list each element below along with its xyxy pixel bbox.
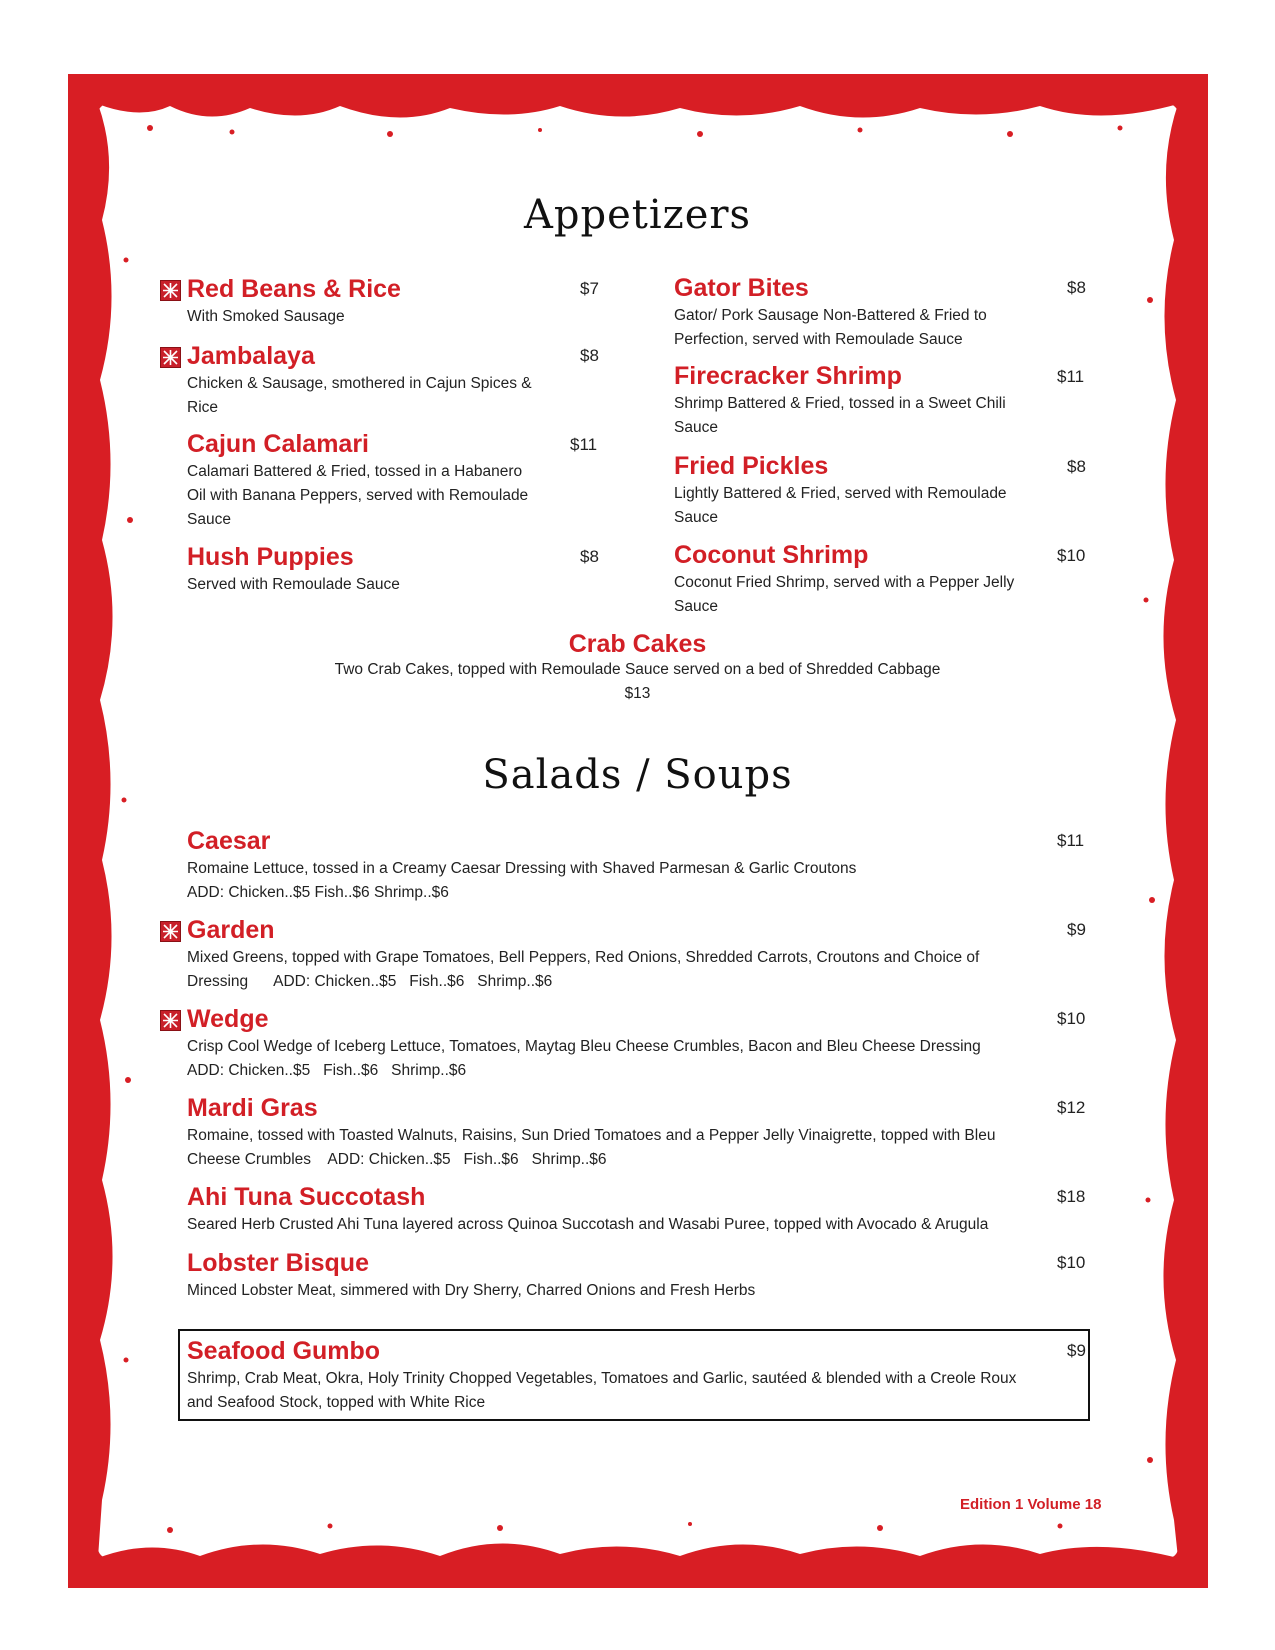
item-desc: Minced Lobster Meat, simmered with Dry Sherry, Charred Onions and Fresh Herbs <box>187 1282 756 1299</box>
item-price: $12 <box>1057 1098 1086 1117</box>
item-desc: Crisp Cool Wedge of Iceberg Lettuce, Tomatoes, Maytag Bleu Cheese Crumbles, Bacon and Bleu Cheese Dressing <box>187 1038 981 1055</box>
item-price: $18 <box>1057 1187 1086 1206</box>
item-addons: ADD: Chicken..$5 Fish..$6 Shrimp..$6 <box>187 1062 467 1079</box>
item-desc: Coconut Fried Shrimp, served with a Pepper Jelly Sauce <box>674 574 1015 615</box>
item-desc: Served with Remoulade Sauce <box>187 576 400 593</box>
item-price: $10 <box>1057 546 1086 565</box>
item-price: $11 <box>1057 831 1085 850</box>
menu-item <box>674 274 1019 352</box>
item-addons: ADD: Chicken..$5 Fish..$6 Shrimp..$6 <box>187 884 449 901</box>
item-desc: Shrimp Battered & Fried, tossed in a Sweet Chili Sauce <box>674 395 1006 436</box>
menu-item <box>187 430 537 532</box>
menu-item <box>674 362 1014 440</box>
item-price: $8 <box>1067 278 1086 297</box>
item-name: Coconut Shrimp <box>674 541 869 569</box>
menu-item <box>674 541 1019 619</box>
item-name: Wedge <box>187 1005 269 1033</box>
item-desc: Shrimp, Crab Meat, Okra, Holy Trinity Chopped Vegetables, Tomatoes and Garlic, sautéed & blended with a Creole Roux <box>187 1370 1017 1387</box>
menu-item <box>187 543 547 597</box>
item-desc: Two Crab Cakes, topped with Remoulade Sauce served on a bed of Shredded Cabbage <box>334 661 941 678</box>
salads-soups-title: Salads / Soups <box>482 752 793 798</box>
item-name: Caesar <box>187 827 271 855</box>
menu-item <box>187 916 1007 994</box>
menu-item <box>187 1337 1017 1415</box>
item-name: Gator Bites <box>674 274 809 302</box>
item-price: $11 <box>570 435 598 454</box>
item-desc: Seared Herb Crusted Ahi Tuna layered across Quinoa Succotash and Wasabi Puree, topped with Avocado & Arugula <box>187 1216 989 1233</box>
item-addons: Dressing ADD: Chicken..$5 Fish..$6 Shrimp..$6 <box>187 973 553 990</box>
item-name: Garden <box>187 916 275 944</box>
item-name: Mardi Gras <box>187 1094 318 1122</box>
veg-icon <box>160 1010 181 1031</box>
item-price: $7 <box>580 279 599 298</box>
menu-item <box>187 1249 1007 1303</box>
item-desc: Mixed Greens, topped with Grape Tomatoes, Bell Peppers, Red Onions, Shredded Carrots, Croutons and Choice of <box>187 949 980 966</box>
item-desc: Gator/ Pork Sausage Non-Battered & Fried to Perfection, served with Remoulade Sauce <box>674 307 987 348</box>
veg-icon <box>160 280 181 301</box>
menu-item <box>187 1094 1007 1172</box>
menu-item <box>674 452 1019 530</box>
veg-icon <box>160 921 181 942</box>
item-name: Firecracker Shrimp <box>674 362 902 390</box>
item-price: $8 <box>580 346 599 365</box>
appetizers-title: Appetizers <box>523 192 752 238</box>
item-desc: Lightly Battered & Fried, served with Remoulade Sauce <box>674 485 1007 526</box>
item-name: Lobster Bisque <box>187 1249 369 1277</box>
item-name: Red Beans & Rice <box>187 275 401 303</box>
item-price: $11 <box>1057 367 1085 386</box>
item-name: Fried Pickles <box>674 452 829 480</box>
item-price: $10 <box>1057 1253 1086 1272</box>
item-price: $8 <box>1067 457 1086 476</box>
edition-label: Edition 1 Volume 18 <box>960 1496 1102 1513</box>
menu-item <box>187 342 537 420</box>
item-desc: Romaine Lettuce, tossed in a Creamy Caesar Dressing with Shaved Parmesan & Garlic Croutons <box>187 860 857 877</box>
veg-icon <box>160 347 181 368</box>
crab-cakes-item <box>0 630 1275 706</box>
item-name: Ahi Tuna Succotash <box>187 1183 426 1211</box>
item-price: $10 <box>1057 1009 1086 1028</box>
menu-item <box>187 275 557 329</box>
menu-item <box>187 1183 1007 1237</box>
item-addons: Cheese Crumbles ADD: Chicken..$5 Fish..$6 Shrimp..$6 <box>187 1151 607 1168</box>
item-desc: Romaine, tossed with Toasted Walnuts, Raisins, Sun Dried Tomatoes and a Pepper Jelly Vinaigrette, topped with Bleu <box>187 1127 996 1144</box>
item-name: Hush Puppies <box>187 543 354 571</box>
item-price: $13 <box>624 685 651 702</box>
menu-item <box>187 1005 1007 1083</box>
item-desc: Chicken & Sausage, smothered in Cajun Spices & Rice <box>187 375 532 416</box>
item-name: Seafood Gumbo <box>187 1337 381 1365</box>
item-name: Crab Cakes <box>568 630 707 658</box>
item-desc-cont: and Seafood Stock, topped with White Rice <box>187 1394 486 1411</box>
item-desc: With Smoked Sausage <box>187 308 345 325</box>
item-name: Jambalaya <box>187 342 315 370</box>
item-desc: Calamari Battered & Fried, tossed in a Habanero Oil with Banana Peppers, served with Remoulade Sauce <box>187 463 529 528</box>
menu-item <box>187 827 1007 905</box>
item-price: $9 <box>1067 920 1086 939</box>
item-price: $9 <box>1067 1341 1086 1360</box>
item-price: $8 <box>580 547 599 566</box>
item-name: Cajun Calamari <box>187 430 370 458</box>
